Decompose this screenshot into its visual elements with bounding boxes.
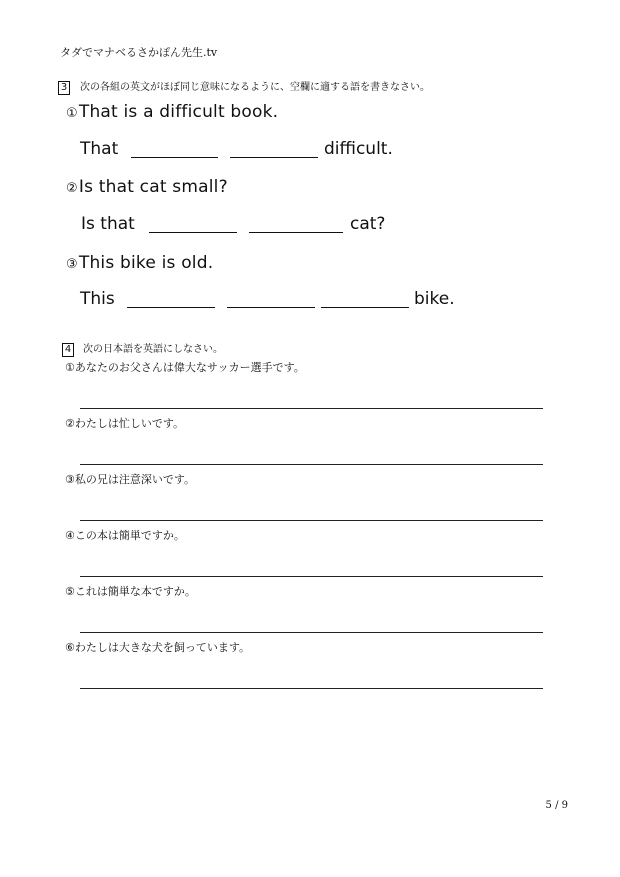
question-number: ③ — [66, 257, 78, 272]
answer-blank[interactable] — [127, 307, 215, 308]
answer-blank[interactable] — [249, 232, 343, 233]
answer-line[interactable] — [80, 408, 543, 409]
japanese-prompt: ④この本は簡単ですか。 — [65, 529, 185, 542]
answer-blank[interactable] — [149, 232, 237, 233]
question-number: ② — [66, 181, 78, 196]
answer-line[interactable] — [80, 688, 543, 689]
section-3-number: 3 — [58, 81, 70, 95]
page-number: 5 / 9 — [545, 800, 568, 811]
question-text: That is a difficult book. — [78, 102, 279, 122]
answer-suffix: cat? — [350, 214, 386, 234]
answer-suffix: bike. — [414, 289, 455, 309]
answer-prefix: This — [80, 289, 115, 309]
question-sentence — [66, 253, 213, 273]
japanese-prompt: ⑤これは簡単な本ですか。 — [65, 585, 196, 598]
japanese-prompt: ⑥わたしは大きな犬を飼っています。 — [65, 641, 250, 654]
question-text: Is that cat small? — [78, 177, 228, 197]
section-3-instruction: 次の各組の英文がほぼ同じ意味になるように、空欄に適する語を書きなさい。 — [80, 82, 430, 93]
answer-blank[interactable] — [131, 157, 218, 158]
answer-line[interactable] — [80, 576, 543, 577]
answer-suffix: difficult. — [324, 139, 393, 159]
answer-line[interactable] — [80, 464, 543, 465]
section-3-header — [58, 78, 430, 95]
question-sentence — [66, 102, 278, 122]
answer-blank[interactable] — [230, 157, 318, 158]
question-number: ① — [66, 106, 78, 121]
question-text: This bike is old. — [78, 253, 214, 273]
answer-prefix: That — [80, 139, 119, 159]
site-name: タダでマナベるさかぽん先生.tv — [60, 46, 218, 59]
section-4-instruction: 次の日本語を英語にしなさい。 — [83, 344, 223, 355]
answer-line[interactable] — [80, 632, 543, 633]
japanese-prompt: ①あなたのお父さんは偉大なサッカー選手です。 — [65, 361, 305, 374]
question-sentence — [66, 177, 228, 197]
japanese-prompt: ②わたしは忙しいです。 — [65, 417, 184, 430]
answer-line[interactable] — [80, 520, 543, 521]
section-4-header — [62, 340, 223, 357]
japanese-prompt: ③私の兄は注意深いです。 — [65, 473, 195, 486]
answer-blank[interactable] — [321, 307, 409, 308]
answer-blank[interactable] — [227, 307, 315, 308]
answer-prefix: Is that — [81, 214, 135, 234]
section-4-number: 4 — [62, 343, 74, 357]
